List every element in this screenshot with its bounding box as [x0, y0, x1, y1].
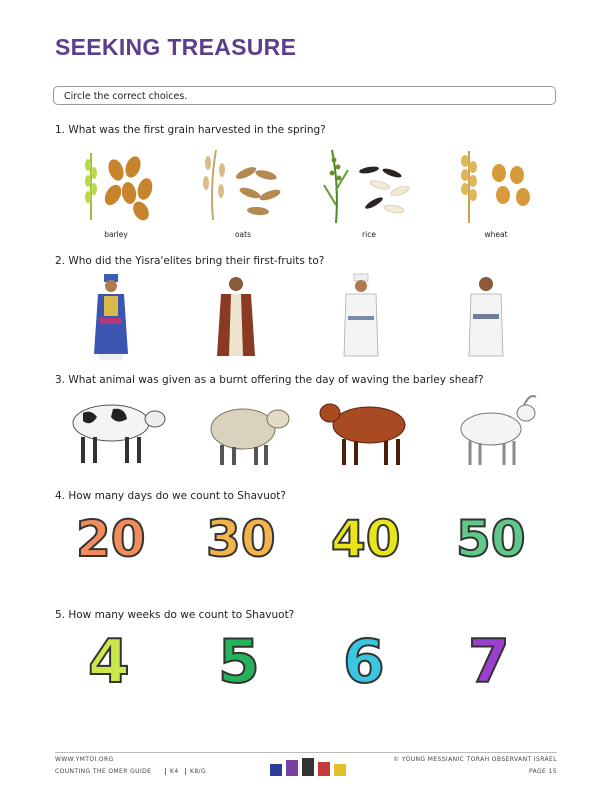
number-40: 40 — [331, 510, 401, 568]
option-20[interactable] — [66, 508, 176, 598]
question-2: 2. Who did the Yisra'elites bring their first-fruits to? — [55, 255, 325, 267]
priest-icon — [201, 272, 271, 362]
bull-icon — [314, 391, 424, 471]
number-7: 7 — [468, 627, 510, 697]
option-label: rice — [362, 230, 376, 239]
option-levite[interactable] — [326, 272, 436, 362]
number-20: 20 — [76, 510, 146, 568]
footer-page: PAGE 15 — [528, 768, 557, 775]
rice-icon — [314, 145, 414, 225]
question-5-options — [56, 627, 556, 717]
option-barley[interactable] — [61, 145, 171, 239]
levite-icon — [326, 272, 396, 362]
question-5: 5. How many weeks do we count to Shavuot? — [55, 609, 295, 621]
sheep-icon — [198, 391, 298, 471]
option-goat[interactable] — [446, 391, 556, 481]
option-30[interactable] — [196, 508, 306, 598]
option-4[interactable] — [76, 627, 186, 717]
question-2-options — [56, 272, 556, 362]
option-cow[interactable] — [61, 391, 171, 481]
question-1: 1. What was the first grain harvested in the spring? — [55, 124, 326, 136]
number-4: 4 — [88, 627, 130, 697]
oats-icon — [188, 145, 288, 225]
question-4-options — [56, 508, 556, 598]
instruction-box: Circle the correct choices. — [53, 86, 556, 105]
barley-icon — [61, 145, 161, 225]
option-man[interactable] — [451, 272, 561, 362]
logo-icon — [268, 756, 348, 778]
number-30: 30 — [206, 510, 276, 568]
option-7[interactable] — [456, 627, 566, 717]
number-50: 50 — [456, 510, 526, 568]
option-high-priest[interactable] — [76, 272, 186, 362]
high-priest-icon — [76, 272, 146, 362]
option-priest[interactable] — [201, 272, 311, 362]
footer-site: WWW.YMTOI.ORG — [55, 756, 114, 763]
option-wheat[interactable] — [441, 145, 551, 239]
option-rice[interactable] — [314, 145, 424, 239]
footer-copyright: © YOUNG MESSIANIC TORAH OBSERVANT ISRAEL — [393, 756, 557, 763]
option-50[interactable] — [446, 508, 556, 598]
option-40[interactable] — [321, 508, 431, 598]
option-label: barley — [104, 230, 128, 239]
question-3-options — [56, 391, 556, 481]
cow-icon — [61, 391, 171, 471]
man-icon — [451, 272, 521, 362]
option-sheep[interactable] — [198, 391, 308, 481]
number-6: 6 — [343, 627, 385, 697]
option-label: wheat — [484, 230, 508, 239]
goat-icon — [446, 391, 546, 471]
option-6[interactable] — [331, 627, 441, 717]
question-3: 3. What animal was given as a burnt offering the day of waving the barley sheaf? — [55, 374, 484, 386]
footer-divider — [55, 752, 557, 753]
footer-guide: COUNTING THE OMER GUIDE — [55, 768, 152, 775]
wheat-icon — [441, 145, 541, 225]
option-bull[interactable] — [314, 391, 424, 481]
option-5[interactable] — [206, 627, 316, 717]
option-oats[interactable] — [188, 145, 298, 239]
option-label: oats — [234, 230, 252, 239]
footer-k8: K8/G — [185, 768, 206, 775]
footer-k4: K4 — [165, 768, 179, 775]
number-5: 5 — [218, 627, 260, 697]
question-1-options — [56, 145, 556, 239]
page-title: SEEKING TREASURE — [55, 34, 297, 60]
question-4: 4. How many days do we count to Shavuot? — [55, 490, 286, 502]
